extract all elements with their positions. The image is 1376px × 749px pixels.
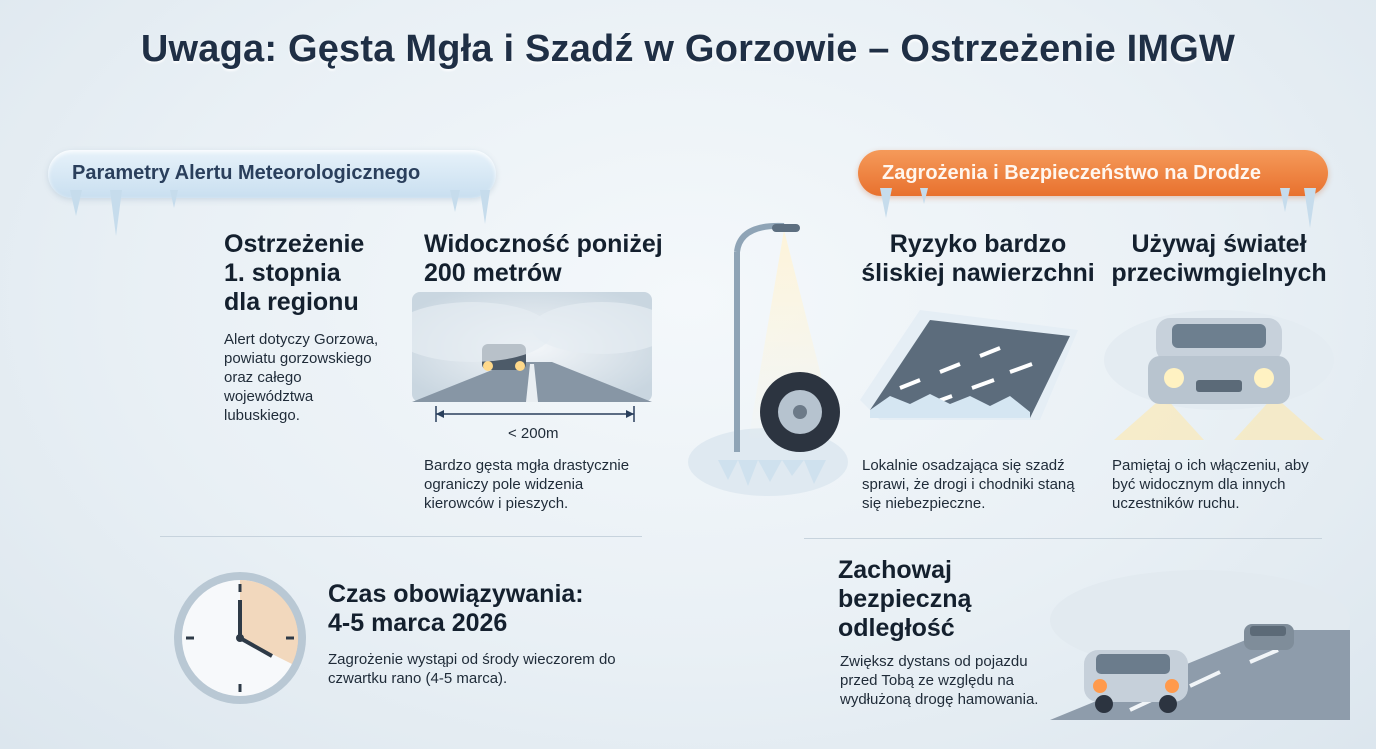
slippery-description: Lokalnie osadzająca się szadź sprawi, że drogi i chodniki staną się niebezpieczne. [862,457,1075,512]
visibility-description: Bardzo gęsta mgła drastycznie ograniczy pole widzenia kierowców i pieszych. [424,457,630,512]
page-title: Uwaga: Gęsta Mgła i Szadź w Gorzowie – Ostrzeżenie IMGW [140,28,1236,70]
fog-lights-heading: Używaj świateł przeciwmgielnych [1111,230,1327,287]
car-fog-lights-illustration [1104,300,1334,440]
distance-label: < 200m [508,425,559,442]
distance-heading: Zachowaj bezpieczną odległość [838,556,972,642]
fog-lights-description: Pamiętaj o ich włączeniu, aby być widocznym dla innych uczestników ruchu. [1112,457,1309,512]
warning-heading: Ostrzeżenie 1. stopnia dla regionu [224,230,365,316]
clock-icon [170,568,310,708]
validity-heading: Czas obowiązywania: 4-5 marca 2026 [328,580,584,637]
road-safety-banner-label: Zagrożenia i Bezpieczeństwo na Drodze [882,162,1261,184]
warning-description: Alert dotyczy Gorzowa, powiatu gorzowskiego oraz całego województwa lubuskiego. [224,331,379,424]
icy-road-illustration [860,300,1078,420]
right-divider [804,538,1322,539]
distance-arrow [432,404,638,424]
distance-description: Zwiększ dystans od pojazdu przed Tobą ze względu na wydłużoną drogę hamowania. [840,653,1039,708]
left-divider [160,536,642,537]
cars-distance-illustration [1050,570,1350,730]
foggy-road-illustration [412,292,652,402]
street-lamp-tire-illustration [688,212,848,502]
slippery-heading: Ryzyko bardzo śliskiej nawierzchni [861,230,1095,287]
visibility-heading: Widoczność poniżej 200 metrów [424,230,663,287]
validity-description: Zagrożenie wystąpi od środy wieczorem do czwartku rano (4-5 marca). [328,651,616,687]
alert-parameters-banner-label: Parametry Alertu Meteorologicznego [72,162,421,184]
